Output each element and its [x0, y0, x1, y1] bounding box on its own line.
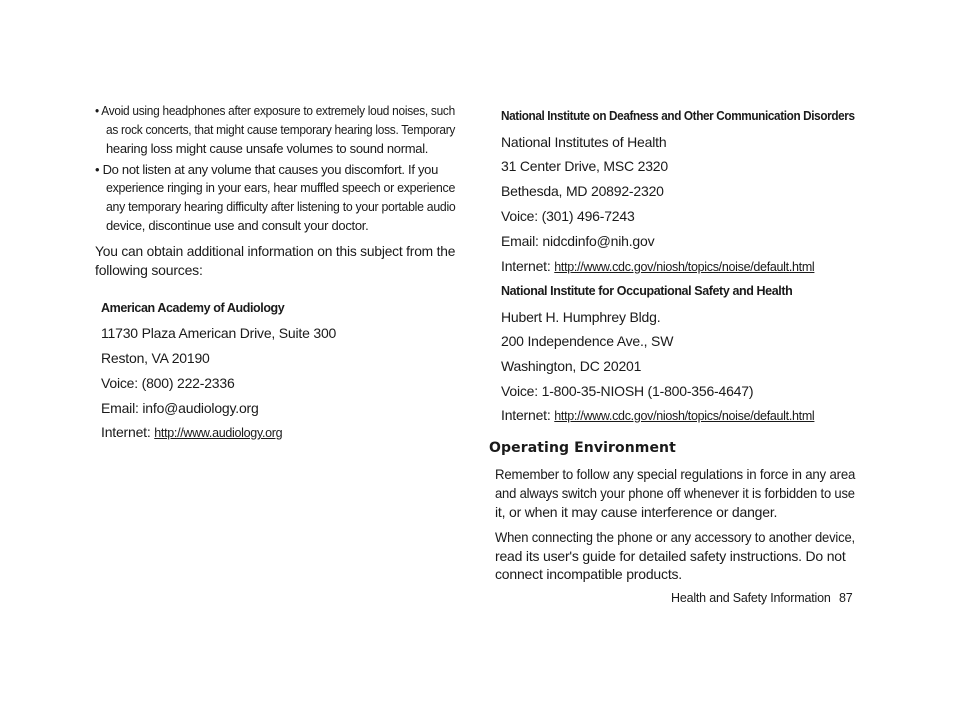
bullet-text-line: experience ringing in your ears, hear muffled speech or experience [106, 180, 456, 195]
internet-label: Internet: [501, 258, 555, 274]
niosh-noise-link[interactable]: http://www.cdc.gov/niosh/topics/noise/default.html [554, 409, 815, 423]
source-address-line: Washington, DC 20201 [501, 358, 642, 374]
bullet-text-line: any temporary hearing difficulty after listening to your portable audio [106, 199, 456, 214]
bullet-text-line: • Avoid using headphones after exposure to extremely loud noises, such [95, 103, 455, 118]
bullet-text-line: as rock concerts, that might cause temporary hearing loss. Temporary [106, 122, 456, 137]
page-number: 87 [839, 591, 853, 605]
paragraph-line: it, or when it may cause interference or danger. [495, 504, 778, 520]
source-email: Email: info@audiology.org [101, 400, 259, 416]
paragraph-line: and always switch your phone off whenever it is forbidden to use [495, 485, 855, 501]
paragraph-line: read its user's guide for detailed safety instructions. Do not [495, 548, 846, 564]
source-address-line: Bethesda, MD 20892-2320 [501, 183, 664, 199]
source-address-line: Reston, VA 20190 [101, 350, 210, 366]
source-internet [101, 424, 282, 440]
bullet-text-line: device, discontinue use and consult your doctor. [106, 218, 369, 233]
source-internet [501, 407, 814, 423]
paragraph-line: Remember to follow any special regulations in force in any area [495, 466, 856, 482]
internet-label: Internet: [501, 407, 555, 423]
bullet-text-line: • Do not listen at any volume that causes you discomfort. If you [95, 162, 439, 177]
source-address-line: 200 Independence Ave., SW [501, 333, 674, 349]
bullet-text-line: hearing loss might cause unsafe volumes to sound normal. [106, 141, 429, 156]
source-building: Hubert H. Humphrey Bldg. [501, 309, 661, 325]
source-address-line: 31 Center Drive, MSC 2320 [501, 158, 668, 174]
source-address-line: 11730 Plaza American Drive, Suite 300 [101, 325, 337, 341]
source-org: National Institutes of Health [501, 134, 667, 150]
source-internet [501, 258, 814, 274]
source-email: Email: nidcdinfo@nih.gov [501, 233, 655, 249]
source-voice: Voice: (301) 496-7243 [501, 208, 635, 224]
source-name: National Institute for Occupational Safety and Health [501, 284, 793, 298]
intro-line: following sources: [95, 262, 203, 278]
paragraph-line: When connecting the phone or any accessory to another device, [495, 529, 855, 545]
internet-label: Internet: [101, 424, 155, 440]
source-voice: Voice: 1-800-35-NIOSH (1-800-356-4647) [501, 383, 754, 399]
audiology-link[interactable]: http://www.audiology.org [154, 426, 283, 440]
paragraph-line: connect incompatible products. [495, 566, 682, 582]
source-name: National Institute on Deafness and Other Communication Disorders [501, 109, 855, 123]
source-voice: Voice: (800) 222-2336 [101, 375, 235, 391]
source-name: American Academy of Audiology [101, 301, 285, 315]
footer-section-title: Health and Safety Information [671, 591, 831, 605]
intro-line: You can obtain additional information on this subject from the [95, 243, 456, 259]
section-heading-operating-environment: Operating Environment [489, 440, 676, 456]
niosh-noise-link[interactable]: http://www.cdc.gov/niosh/topics/noise/default.html [554, 260, 815, 274]
